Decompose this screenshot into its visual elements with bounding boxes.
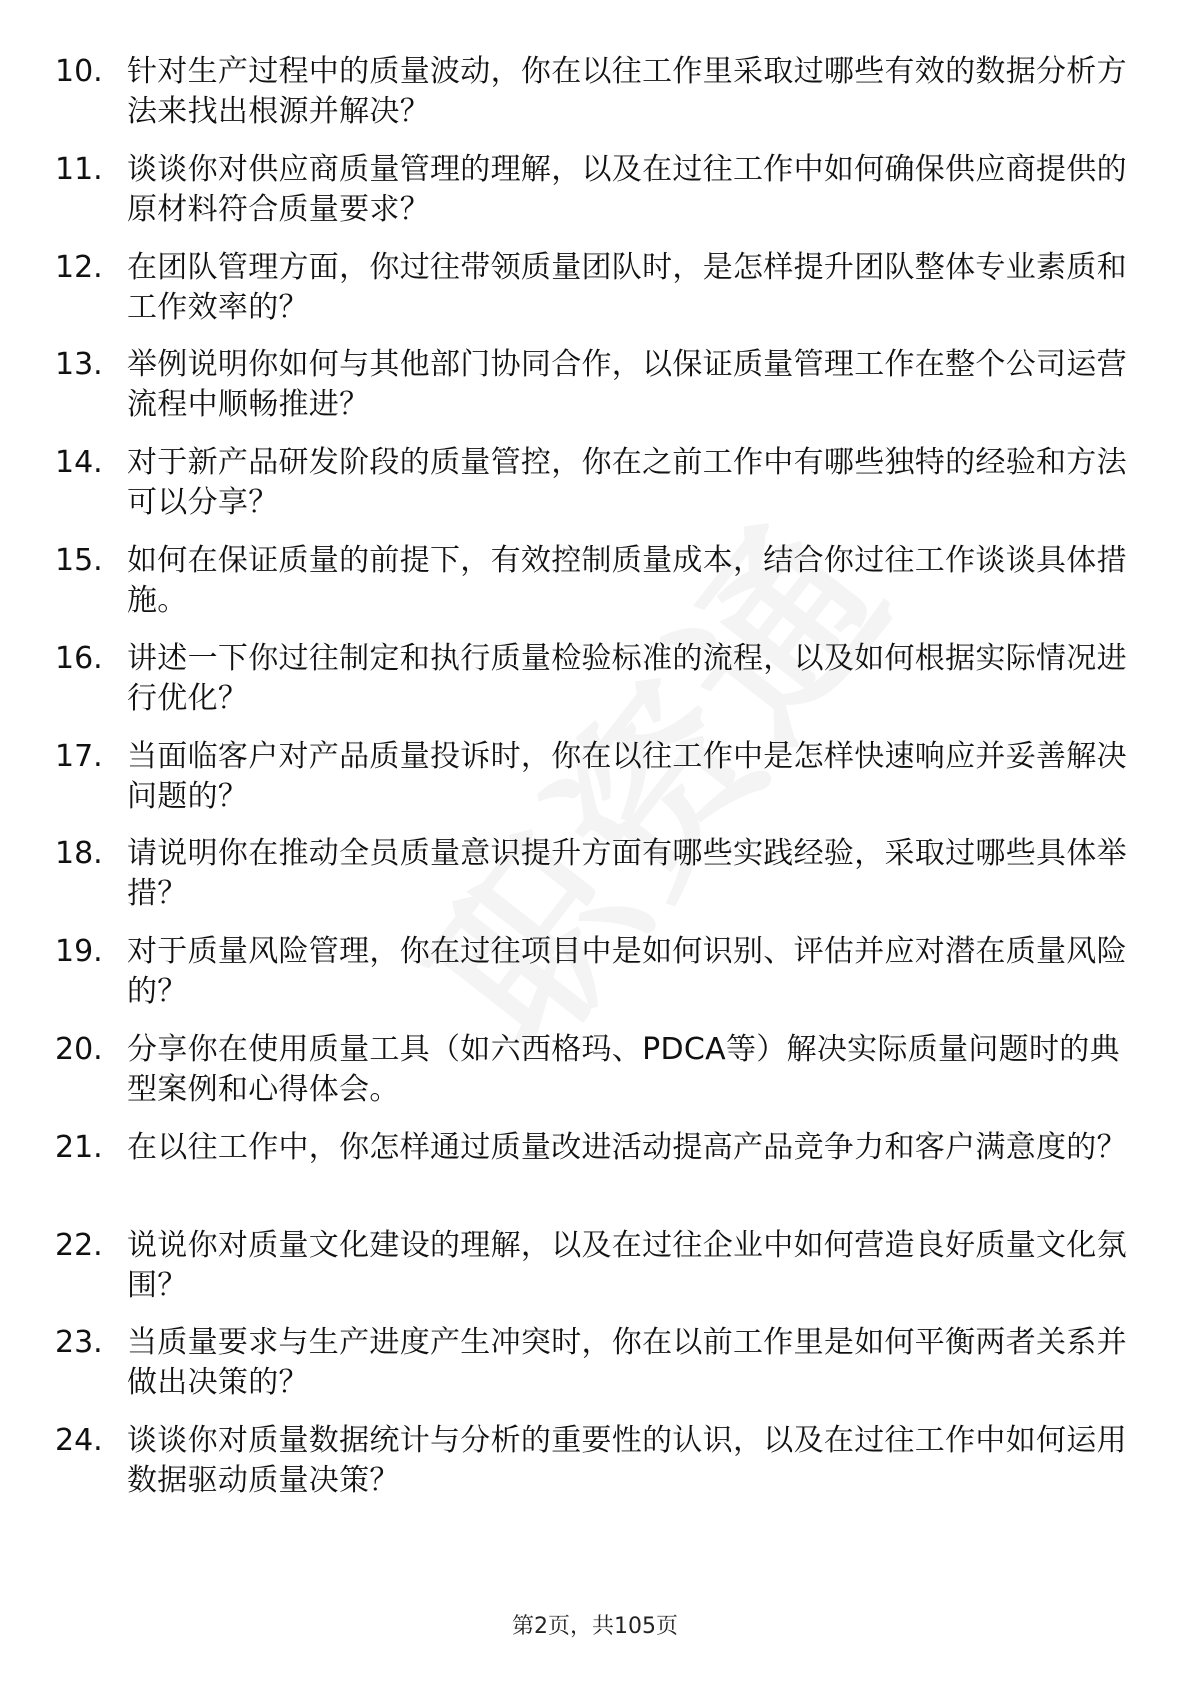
question-number: 15. — [55, 542, 103, 578]
question-item — [55, 1128, 1135, 1226]
question-list — [55, 52, 1135, 1519]
question-text: 对于质量风险管理，你在过往项目中是如何识别、评估并应对潜在质量风险的？ — [127, 934, 1127, 1010]
question-text: 在以往工作中，你怎样通过质量改进活动提高产品竞争力和客户满意度的？ — [127, 1129, 1127, 1165]
question-text: 针对生产过程中的质量波动，你在以往工作里采取过哪些有效的数据分析方法来找出根源并解决？ — [127, 54, 1127, 129]
question-item — [55, 52, 1135, 150]
question-text: 讲述一下你过往制定和执行质量检验标准的流程，以及如何根据实际情况进行优化？ — [127, 640, 1127, 716]
question-item — [55, 150, 1135, 248]
question-number: 23. — [55, 1325, 103, 1361]
page-footer: 第2页，共105页 — [512, 1614, 678, 1639]
question-text: 分享你在使用质量工具（如六西格玛、PDCA等）解决实际质量问题时的典型案例和心得体会。 — [127, 1031, 1120, 1107]
question-item — [55, 443, 1135, 541]
question-item — [55, 932, 1135, 1030]
question-text: 谈谈你对供应商质量管理的理解，以及在过往工作中如何确保供应商提供的原材料符合质量要求？ — [127, 151, 1127, 227]
question-text: 举例说明你如何与其他部门协同合作，以保证质量管理工作在整个公司运营流程中顺畅推进？ — [127, 347, 1127, 423]
question-item — [55, 834, 1135, 932]
question-item — [55, 345, 1135, 443]
question-text: 在团队管理方面，你过往带领质量团队时，是怎样提升团队整体专业素质和工作效率的？ — [127, 249, 1127, 325]
question-number: 11. — [55, 151, 103, 187]
question-number: 13. — [55, 347, 103, 383]
question-item — [55, 541, 1135, 639]
question-text: 当面临客户对产品质量投诉时，你在以往工作中是怎样快速响应并妥善解决问题的？ — [127, 738, 1127, 814]
question-item — [55, 737, 1135, 835]
question-number: 14. — [55, 445, 103, 481]
question-number: 17. — [55, 738, 103, 774]
question-text: 对于新产品研发阶段的质量管控，你在之前工作中有哪些独特的经验和方法可以分享？ — [127, 445, 1127, 521]
question-number: 22. — [55, 1227, 103, 1263]
question-text: 说说你对质量文化建设的理解，以及在过往企业中如何营造良好质量文化氛围？ — [127, 1227, 1127, 1303]
question-number: 10. — [55, 54, 103, 89]
question-item — [55, 1030, 1135, 1128]
question-number: 12. — [55, 249, 103, 285]
question-number: 16. — [55, 640, 103, 676]
question-number: 19. — [55, 934, 103, 970]
question-item — [55, 1323, 1135, 1421]
question-number: 20. — [55, 1031, 103, 1067]
question-text: 谈谈你对质量数据统计与分析的重要性的认识，以及在过往工作中如何运用数据驱动质量决策？ — [127, 1423, 1127, 1499]
question-number: 21. — [55, 1129, 103, 1165]
question-item — [55, 1226, 1135, 1324]
question-text: 当质量要求与生产进度产生冲突时，你在以前工作里是如何平衡两者关系并做出决策的？ — [127, 1325, 1127, 1401]
question-item — [55, 248, 1135, 346]
question-item — [55, 1421, 1135, 1519]
question-number: 18. — [55, 836, 103, 872]
question-item — [55, 639, 1135, 737]
question-number: 24. — [55, 1423, 103, 1459]
question-text: 如何在保证质量的前提下，有效控制质量成本，结合你过往工作谈谈具体措施。 — [127, 542, 1127, 618]
question-text: 请说明你在推动全员质量意识提升方面有哪些实践经验，采取过哪些具体举措？ — [127, 836, 1127, 912]
